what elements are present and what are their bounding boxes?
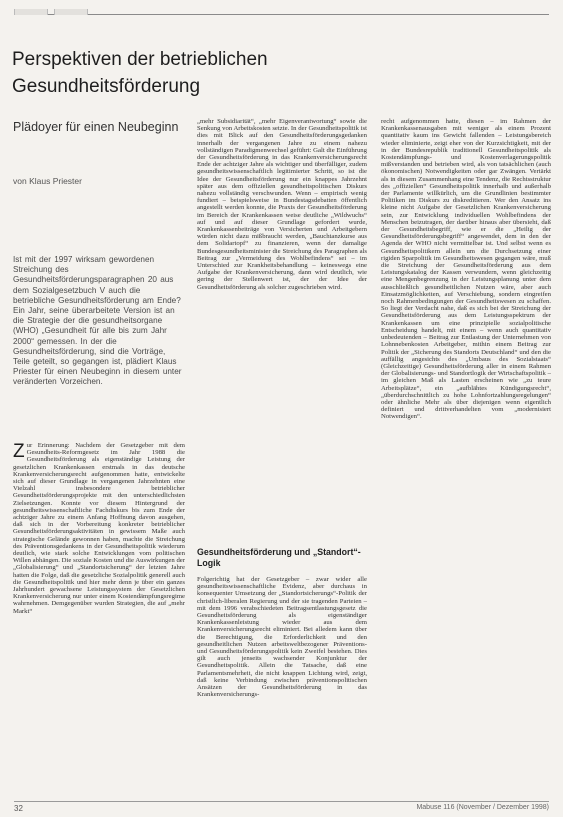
body-column-3 xyxy=(381,118,551,794)
header-tab-marker xyxy=(54,9,88,15)
body-column-1 xyxy=(13,442,185,794)
drop-cap: Z xyxy=(13,442,25,462)
body-text: „mehr Subsidiarität“, „mehr Eigenverantwortung“ sowie die Senkung von Arbeitskosten setzte. In der Gesundheitspolitik ist dies mit Blick auf den Gesundheitsförderungsgedanken innerhalb der vergangenen Jahre zu einem nahezu vollständigen Paradigmenwechsel geführt: Galt die Einführung der Gesundheitsförderung in das Krankenversicherungsrecht Ende der achtziger Jahre als wichtiger und überfälliger, zudem gesundheitswissenschaftlich legitimierter Schritt, so ist die Idee der Gesundheitsförderung nur ein knappes Jahrzehnt später aus dem offiziellen gesundheitspolitischen Diskurs nahezu vollständig verschwunden. Wenn – empirisch wenig fundiert – beispielsweise in Bundestagsdebatten öffentlich angestellt werden konnte, die Praxis der Gesundheitsförderung im Bereich der Krankenkassen weise deutliche „Wildwuchs“ auf und auf dieser Grundlage gefordert wurde, Krankenkassenbeiträge von Versicherten und Arbeitgebern würden nicht dazu mißbraucht werden, „Bauchtanzkurse aus dem Solidartopf“ zu finanzieren, wenn der damalige Bundesgesundheitsminister die Streichung des Paragraphen als Beitrag zur „Vermeidung des Wohlbefindens“ sei – im Unterschied zur Krankheitsbehandlung – keineswegs eine Aufgabe der Krankenversicherung, dann wird deutlich, wie gering der Stellenwert ist, der der Idee der Gesundheitsförderung als solcher zugeschrieben wird. xyxy=(197,118,367,291)
body-text: recht aufgenommen hatte, diesen – im Rahmen der Krankenkassenausgaben mit weniger als einem Prozent quantitativ kaum ins Gewicht fallenden – Leistungsbereich wieder eliminierte, zeigt eher von der Kurzsichtigkeit, mit der in der Bundesrepublik traditionell Gesundheitspolitik als Kostendämpfungs- und Kostenverlagerungspolitik mißverstanden und betrieben wird, als von tatsächlichen (auch ökonomischen) Notwendigkeiten oder gar Zwängen. Vertärkt als in diesem Zusammenhang eine Tendenz, die Rechtsstruktur des „offiziellen“ Gesundheitspolitik innerhalb und außerhalb der Parlamente willkürlich, um die Grundlinien bestimmter Politiken im Diskurs zu diskreditieren. Wer den Ansatz ins kleine nicht Aufgabe der Gesetzlichen Krankenversicherung sein, zur Entwicklung individuellen Wohlbefindens der Menschen beizutragen, der darüber hinaus aber übersieht, daß der Gesundheitsbegriff, wie er die „Heilig der Gesundheitsförderungsbegriff“ angewendet, dem in den der Agenda der WHO nicht vermittelbar ist. Und selbst wenn es Gesundheitspolitikern allein um die Durchsetzung einer rigiden Sparpolitik im Gesundheitswesen gegangen wäre, muß die Streichung der Gesundheitsförderung aus dem Leistungskatalog der Kassen verwundern, wenn gleichzeitig eine Mengenbegrenzung in der Leistungsplanung unter dem ausschließlich gesundheitlichen Nutzen wäre, aber auch Einsatzmöglichkeiten, auf Verschiebung, sondern eingreifen noch Rahmenbedingungen der Gesundheitswesen zu schaffen. So liegt der Verdacht nahe, daß es sich bei der Streichung der Gesundheitsförderung aus dem Leistungsspektrum der Krankenkassen um eine prinzipielle sozialpolitische Entscheidung handelt, mit einem – wenn auch quantitativ unbedeutenden – Beitrag zur Entlastung der Unternehmen von Lohnnebenkosten Arbeitgeber, mithin einem Beitrag zur Politik der „Sicherung des Standorts Deutschland“ und den die auffällig angesichts des „Umbaus des Sozialstaats“ (Gleichzeitige) Gesundheitsförderung aller in einem Rahmen der Globalisierungs- und Standortlogik der Wirtschaftspolitik – im gleichen Maß als Lasten erscheinen wie „zu teure Arbeitsplätze“, ein „aufblähtes Kündigungsrecht“, „überdurchschnittlich zu hohe Lohnfortzahlungsregelungen“ oder ähnliche Mehr als über diejenigen wenn eigentlich definiert und drittverhandelten vom „modernisiert Notwendigen“. xyxy=(381,118,551,421)
section-subheading: Gesundheitsförderung und „Standort“-Logik xyxy=(197,547,361,568)
footer-rule xyxy=(14,801,549,802)
article-title: Perspektiven der betrieblichen Gesundheitsförderung xyxy=(12,49,268,97)
body-text: Folgerichtig hat der Gesetzgeber – zwar wider alle gesundheitswissenschaftliche Evidenz, aber durchaus in konsequenter Umsetzung der „Standortsicherungs“-Politik der christlich-liberalen Regierung und der sie tragenden Parteien – mit dem 1996 verabschiedeten Beitragsentlastungsgesetz die Gesundheitsförderung als eigenständiger Krankenkassenleistung wieder aus dem Krankenversicherungsrecht eliminiert. Bei alledem kann über die Berechtigung, die Erforderlichkeit und den gesundheitlichen Nutzen arbeitsweltbezogener Präventions- und Gesundheitsförderungspolitik kein Zweifel bestehen. Dies gilt auch jenseits wachsender Konjunktur der Gesundheitspolitik. Allein die Tatsache, daß eine Parlamentsmehrheit, die nicht knappen Lichtung wird, zeigt, daß keine Verbindung zwischen präventionspolitischen Ansätzen der Gesundheitsförderung in das Krankenversicherungs- xyxy=(197,576,367,699)
article-teaser: Ist mit der 1997 wirksam gewordenen Streichung des Gesundheitsförderungsparagraphen 20 aus dem Sozialgesetzbuch V auch die betriebliche Gesundheitsförderung am Ende? Ein Jahr, seine überarbeitete Version ist an die Strategie der die gesundheitsorgane (WHO) „Gesundheit für alle bis zum Jahr 2000“ gemessen. In der die Gesundheitsförderung, sind die Vorträge, Teile geteilt, so gegangen ist, plädiert Klaus Priester für einen Neubeginn in diesem unter veränderten Vorzeichen. xyxy=(13,255,182,387)
page-number: 32 xyxy=(14,804,23,813)
body-column-2-continued xyxy=(197,576,367,794)
article-subtitle: Plädoyer für einen Neubeginn xyxy=(13,120,179,134)
header-tab-marker xyxy=(14,9,48,15)
body-text: ur Erinnerung: Nachdem der Gesetzgeber mit dem Gesundheits-Reformgesetz im Jahr 1988 die Gesundheitsförderung als eigenständige Leistung der gesetzlichen Krankenkassen erstmals in das deutsche Krankenversicherungsrecht aufgenommen hatte, entwickelte sich auf dieser Grundlage in vergangenen Jahrzehnten eine Vielzahl insbesondere betrieblicher Gesundheitsförderungsprojekte mit den unterschiedlichsten Zielsetzungen. Konnte vor diesem Hintergrund der gesundheitswissenschaftliche Fachdiskurs bis zum Ende der achtziger Jahre zu einem Anfang Hoffnung davon ausgehen, daß sich in der Vorbereitung konkreter betrieblicher Gesundheitsförderungsaktivitäten in gewissem Maße auch strategische Gelände gewonnen haben, machte die Streichung des Präventionsgedankens in der Gesundheitspolitik wiederum deutlich, wie stark solche Entwicklungen vom politischen Willen abhängen. Die soziale Kosten und die Auswirkungen der „Globalisierung“ und „Standortsicherung“ der letzten Jahre hatten die Folge, daß die gesetzliche Sozialpolitik generell auch die Gesundheitspolitik und hier mehr denn je über ein ganzes Jahrhundert gewachsene Leistungssystem der Gesetzlichen Krankenversicherung nur unter einem Kostendämpfungsregime wahrnehmen. Demgegenüber wurden Strategien, die auf „mehr Markt“ xyxy=(13,442,185,615)
issue-reference: Mabuse 116 (November / Dezember 1998) xyxy=(416,804,549,811)
body-column-2 xyxy=(197,118,367,542)
article-author: von Klaus Priester xyxy=(13,176,82,186)
top-rule xyxy=(14,14,549,15)
